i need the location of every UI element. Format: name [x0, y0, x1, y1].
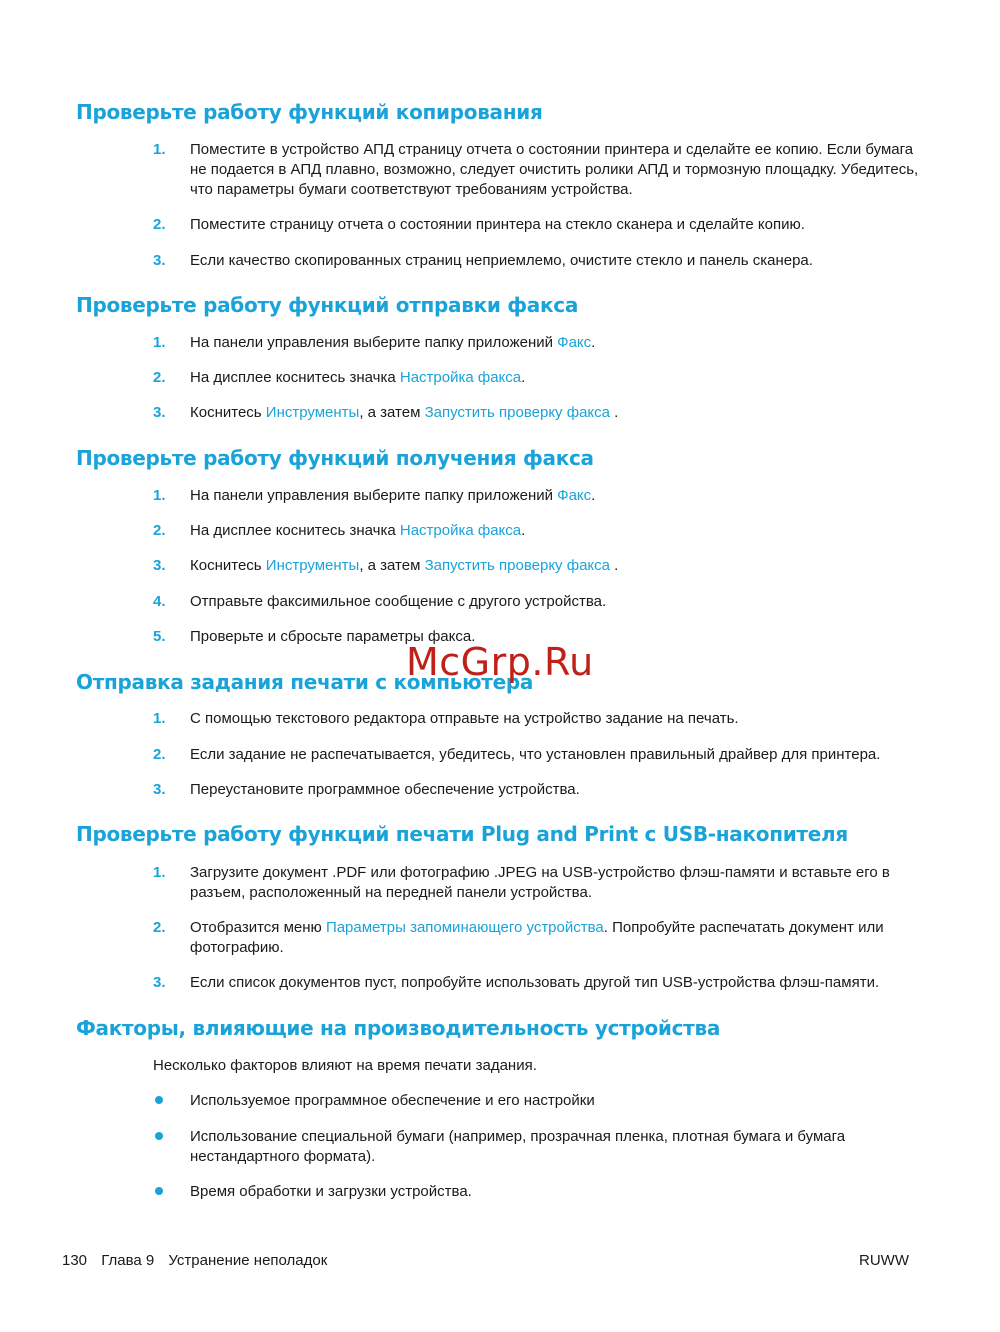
list-number: 2. [153, 746, 166, 763]
link-tools[interactable]: Инструменты [265, 557, 360, 574]
bullet-icon [155, 1132, 163, 1140]
list-text: С помощью текстового редактора отправьте на устройство задание на печать. [190, 710, 739, 727]
list-text: Коснитесь Инструменты, а затем Запустить проверку факса . [190, 557, 619, 574]
list-number: 3. [153, 781, 166, 798]
list-number: 1. [153, 710, 166, 727]
list-number: 5. [153, 628, 166, 645]
bullet-icon [155, 1096, 163, 1104]
list-item [153, 745, 923, 765]
list-item [153, 780, 923, 800]
link-run-fax-test[interactable]: Запустить проверку факса [424, 404, 610, 421]
link-fax-setup[interactable]: Настройка факса [399, 369, 522, 386]
list-text: Загрузите документ .PDF или фотографию .JPEG на USB-устройство флэш-памяти и вставьте его в разъем, расположенный на передней панели устройства. [190, 864, 890, 901]
list-item [153, 556, 923, 576]
list-number: 3. [153, 974, 166, 991]
list-item [153, 368, 923, 388]
list-number: 1. [153, 864, 166, 881]
bullet-item [153, 1127, 923, 1167]
footer-locale: RUWW [859, 1252, 909, 1269]
list-text: Отправьте факсимильное сообщение с другого устройства. [190, 593, 607, 610]
bullet-icon [155, 1187, 163, 1195]
list-number: 1. [153, 141, 166, 158]
section-title-fax-receive: Проверьте работу функций получения факса [76, 446, 594, 470]
bullet-text: Время обработки и загрузки устройства. [190, 1183, 472, 1200]
link-tools[interactable]: Инструменты [265, 404, 360, 421]
list-number: 3. [153, 252, 166, 269]
page-footer [62, 1251, 337, 1271]
list-item [153, 403, 923, 423]
bullet-item [153, 1091, 923, 1111]
bullet-item [153, 1182, 923, 1202]
list-item [153, 251, 923, 271]
section-title-print-job: Отправка задания печати с компьютера [76, 670, 534, 694]
list-number: 1. [153, 487, 166, 504]
section-title-fax-send: Проверьте работу функций отправки факса [76, 293, 579, 317]
page-number: 130 [62, 1252, 88, 1269]
section-intro: Несколько факторов влияют на время печати задания. [153, 1057, 537, 1074]
list-number: 3. [153, 557, 166, 574]
link-storage-options[interactable]: Параметры запоминающего устройства [325, 919, 604, 936]
watermark: McGrp.Ru [406, 640, 594, 684]
list-number: 3. [153, 404, 166, 421]
list-text: На панели управления выберите папку приложений Факс. [190, 334, 596, 351]
list-item [153, 592, 923, 612]
list-text: Проверьте и сбросьте параметры факса. [190, 628, 476, 645]
list-number: 2. [153, 919, 166, 936]
list-text: Поместите в устройство АПД страницу отчета о состоянии принтера и сделайте ее копию. Если бумага не подается в АПД плавно, возможно, следует очистить ролики АПД и тормозную площадку. Убедитесь, что параметры бумаги соответствуют требованиям устройства. [190, 141, 919, 198]
list-text: На дисплее коснитесь значка Настройка факса. [190, 369, 526, 386]
bullet-text: Используемое программное обеспечение и его настройки [190, 1092, 595, 1109]
list-number: 2. [153, 522, 166, 539]
list-item [153, 140, 923, 200]
list-text: Если качество скопированных страниц неприемлемо, очистите стекло и панель сканера. [190, 252, 813, 269]
list-text: Если задание не распечатывается, убедитесь, что установлен правильный драйвер для принтера. [190, 746, 881, 763]
list-item [153, 973, 923, 993]
list-item [153, 863, 923, 903]
list-text: Переустановите программное обеспечение устройства. [190, 781, 580, 798]
link-fax-setup[interactable]: Настройка факса [399, 522, 522, 539]
bullet-text: Использование специальной бумаги (например, прозрачная пленка, плотная бумага и бумага нестандартного формата). [190, 1128, 846, 1165]
list-number: 2. [153, 216, 166, 233]
list-item [153, 709, 923, 729]
list-text: На панели управления выберите папку приложений Факс. [190, 487, 596, 504]
list-number: 4. [153, 593, 166, 610]
list-text: На дисплее коснитесь значка Настройка факса. [190, 522, 526, 539]
list-text: Если список документов пуст, попробуйте использовать другой тип USB-устройства флэш-памяти. [190, 974, 880, 991]
list-item [153, 918, 923, 958]
list-item [153, 486, 923, 506]
list-item [153, 333, 923, 353]
list-text: Коснитесь Инструменты, а затем Запустить проверку факса . [190, 404, 619, 421]
link-fax-app[interactable]: Факс [557, 334, 592, 351]
list-number: 1. [153, 334, 166, 351]
chapter-title: Устранение неполадок [168, 1252, 328, 1269]
list-item [153, 215, 923, 235]
section-title-performance: Факторы, влияющие на производительность устройства [76, 1016, 721, 1040]
link-fax-app[interactable]: Факс [557, 487, 592, 504]
list-item [153, 521, 923, 541]
link-run-fax-test[interactable]: Запустить проверку факса [424, 557, 610, 574]
chapter-label: Глава 9 [101, 1252, 155, 1269]
list-number: 2. [153, 369, 166, 386]
list-text: Поместите страницу отчета о состоянии принтера на стекло сканера и сделайте копию. [190, 216, 805, 233]
list-text: Отобразится меню Параметры запоминающего устройства. Попробуйте распечатать документ или фотографию. [190, 919, 884, 956]
section-title-copy: Проверьте работу функций копирования [76, 100, 543, 124]
section-title-usb-print: Проверьте работу функций печати Plug and Print с USB-накопителя [76, 822, 848, 846]
